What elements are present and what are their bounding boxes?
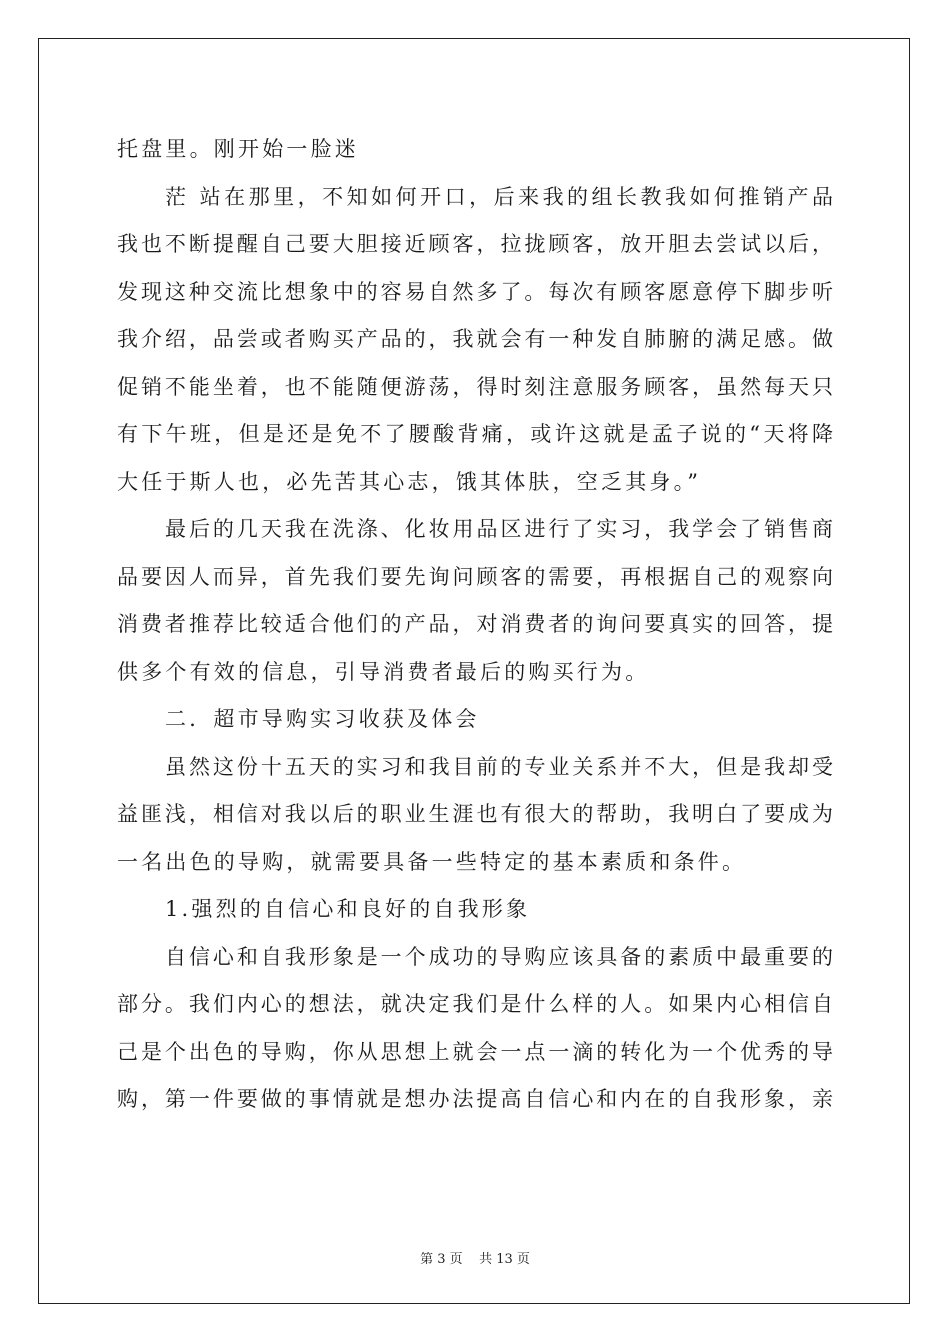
text-line: 茫 站在那里，不知如何开口，后来我的组长教我如何推销产品 <box>165 184 833 209</box>
text-line: 一名出色的导购，就需要具备一些特定的基本素质和条件。 <box>117 849 747 874</box>
text-line: 自信心和自我形象是一个成功的导购应该具备的素质中最重要的 <box>165 944 833 969</box>
page-number-footer: 第 3 页 共 13 页 <box>420 1252 530 1267</box>
text-line: 供多个有效的信息，引导消费者最后的购买行为。 <box>117 659 650 684</box>
text-line: 己是个出色的导购，你从思想上就会一点一滴的转化为一个优秀的导 <box>117 1039 833 1064</box>
text-line: 我介绍，品尝或者购买产品的，我就会有一种发自肺腑的满足感。做 <box>117 327 833 351</box>
text-line: 托盘里。刚开始一脸迷 <box>117 137 359 161</box>
text-line: 虽然这份十五天的实习和我目前的专业关系并不大，但是我却受 <box>165 754 833 779</box>
subsection-heading: 1.强烈的自信心和良好的自我形象 <box>165 897 531 921</box>
text-line: 有下午班，但是还是免不了腰酸背痛，或许这就是孟子说的“天将降 <box>117 422 833 446</box>
text-line: 最后的几天我在洗涤、化妆用品区进行了实习，我学会了销售商 <box>165 517 833 541</box>
document-body <box>117 126 833 1124</box>
text-line: 购，第一件要做的事情就是想办法提高自信心和内在的自我形象，亲 <box>117 1087 833 1111</box>
text-line: 消费者推荐比较适合他们的产品，对消费者的询问要真实的回答，提 <box>117 612 833 636</box>
text-line: 品要因人而异，首先我们要先询问顾客的需要，再根据自己的观察向 <box>117 564 833 589</box>
text-line: 益匪浅，相信对我以后的职业生涯也有很大的帮助，我明白了要成为 <box>117 802 833 826</box>
text-line: 部分。我们内心的想法，就决定我们是什么样的人。如果内心相信自 <box>117 992 833 1016</box>
section-heading: 二．超市导购实习收获及体会 <box>165 707 480 731</box>
text-line: 发现这种交流比想象中的容易自然多了。每次有顾客愿意停下脚步听 <box>117 279 833 304</box>
text-line: 大任于斯人也，必先苦其心志，饿其体肤，空乏其身。” <box>117 469 702 494</box>
text-line: 我也不断提醒自己要大胆接近顾客，拉拢顾客，放开胆去尝试以后， <box>117 232 833 256</box>
text-line: 促销不能坐着，也不能随便游荡，得时刻注意服务顾客，虽然每天只 <box>117 374 833 399</box>
